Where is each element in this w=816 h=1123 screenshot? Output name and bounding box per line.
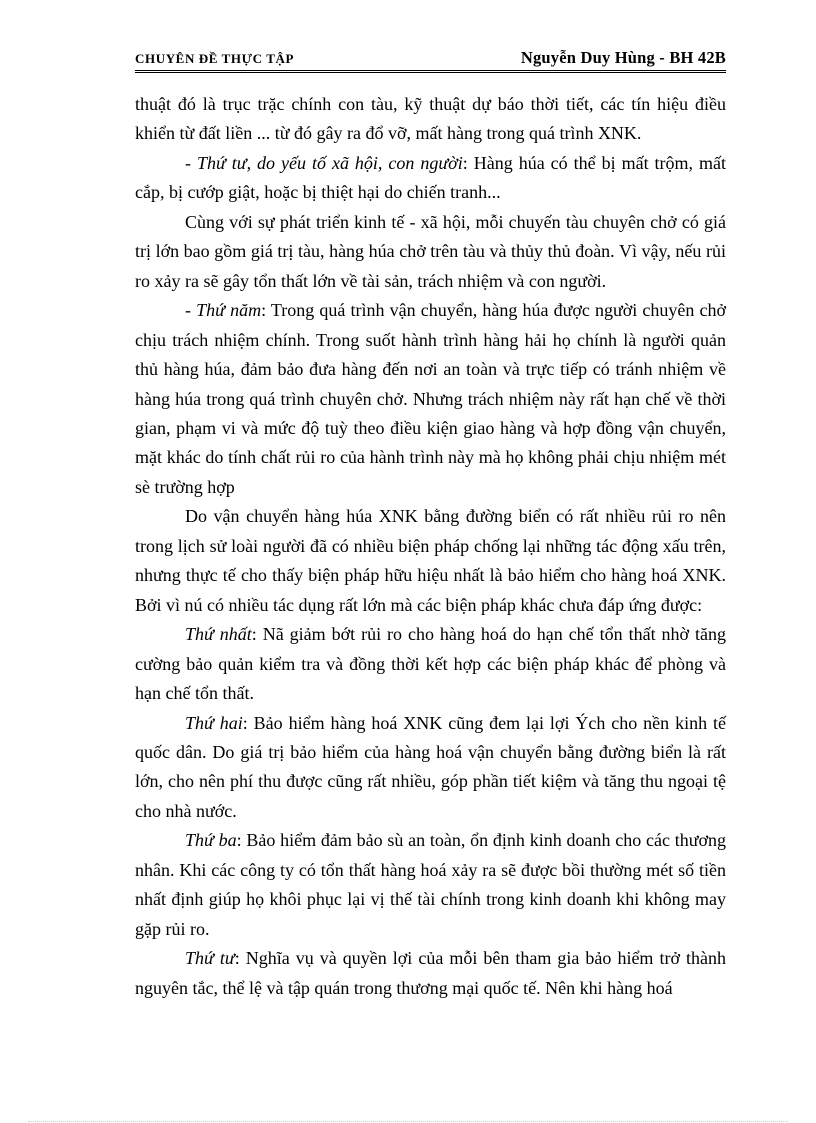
paragraph-text: : Bảo hiểm hàng hoá XNK cũng đem lại lợi Ých cho nền kinh tế quốc dân. Do giá trị bảo hiểm của hàng hoá vận chuyển bằng đường biển là rất lớn, cho nên phí thu được cũng rất nhiều, góp phần tiết kiệm và tăng thu ngoại tệ cho nhà nước. — [135, 712, 726, 821]
header-author: Nguyễn Duy Hùng - BH 42B — [520, 48, 726, 67]
page-header — [135, 48, 726, 73]
paragraph-text: Do vận chuyển hàng húa XNK bằng đường biển có rất nhiều rủi ro nên trong lịch sử loài người đã có nhiều biện pháp chống lại những tác động xấu trên, nhưng thực tế cho thấy biện pháp hữu hiệu nhất là bảo hiểm cho hàng hoá XNK. Bởi vì nú có nhiều tác dụng rất lớn mà các biện pháp khác chưa đáp ứng được: — [135, 506, 726, 615]
paragraph-lead: Thứ nhất — [185, 624, 252, 645]
paragraph — [135, 826, 726, 944]
paragraph-text: : Nã giảm bớt rủi ro cho hàng hoá do hạn chế tổn thất nhờ tăng cường bảo quản kiểm tra và đồng thời kết hợp các biện pháp khác để phòng và hạn chế tổn thất. — [135, 624, 726, 704]
paragraph — [135, 90, 726, 149]
paragraph-text: : Nghĩa vụ và quyền lợi của mỗi bên tham gia bảo hiểm trở thành nguyên tắc, thể lệ và tập quán trong thương mại quốc tế. Nên khi hàng hoá — [135, 948, 726, 998]
paragraph-lead: Thứ ba — [185, 830, 237, 851]
paragraph-text: Cùng với sự phát triển kinh tế - xã hội, mỗi chuyến tàu chuyên chở có giá trị lớn bao gồm giá trị tàu, hàng húa chở trên tàu và thủy thủ đoàn. Vì vậy, nếu rủi ro xảy ra sẽ gây tổn thất lớn về tài sản, trách nhiệm và con người. — [135, 211, 726, 291]
paragraph-text: : Trong quá trình vận chuyển, hàng húa được người chuyên chở chịu trách nhiệm chính. Trong suốt hành trình hàng hải họ chính là người quản thủ hàng húa, đảm bảo đưa hàng đến nơi an toàn và trực tiếp có tránh nhiệm về hàng húa trong quá trình chuyên chở. Nhưng trách nhiệm này rất hạn chế về thời gian, phạm vi và mức độ tuỳ theo điều kiện giao hàng và hợp đồng vận chuyển, mặt khác do tính chất rủi ro của hành trình này mà họ không phải chịu nhiệm mét sè trường hợp — [135, 300, 726, 497]
document-body — [135, 90, 726, 1003]
paragraph-text: : Hàng húa có thể bị mất trộm, mất cắp, bị cướp giật, hoặc bị thiệt hại do chiến tranh... — [135, 152, 726, 203]
paragraph — [135, 620, 726, 708]
paragraph — [135, 944, 726, 1003]
paragraph-lead: - Thứ năm — [185, 300, 262, 321]
paragraph-text: thuật đó là trục trặc chính con tàu, kỹ thuật dự báo thời tiết, các tín hiệu điều khiển từ đất liền ... từ đó gây ra đổ vỡ, mất hàng trong quá trình XNK. — [135, 94, 726, 144]
paragraph — [135, 149, 726, 208]
paragraph-lead: Thứ hai — [185, 712, 243, 733]
paragraph-lead: - Thứ tư, do yếu tố xã hội, con người — [185, 152, 463, 173]
paragraph-text: : Bảo hiểm đảm bảo sù an toàn, ổn định kinh doanh cho các thương nhân. Khi các công ty có tổn thất hàng hoá xảy ra sẽ được bồi thường mét số tiền nhất định giúp họ khôi phục lại vị thế tài chính trong kinh doanh khi không may gặp rủi ro. — [135, 830, 726, 939]
paragraph — [135, 296, 726, 502]
paragraph — [135, 502, 726, 620]
paragraph — [135, 208, 726, 296]
footer-divider — [28, 1121, 788, 1122]
paragraph-lead: Thứ tư — [185, 948, 235, 969]
paragraph — [135, 709, 726, 827]
header-title: CHUYÊN ĐỀ THỰC TẬP — [135, 51, 294, 66]
